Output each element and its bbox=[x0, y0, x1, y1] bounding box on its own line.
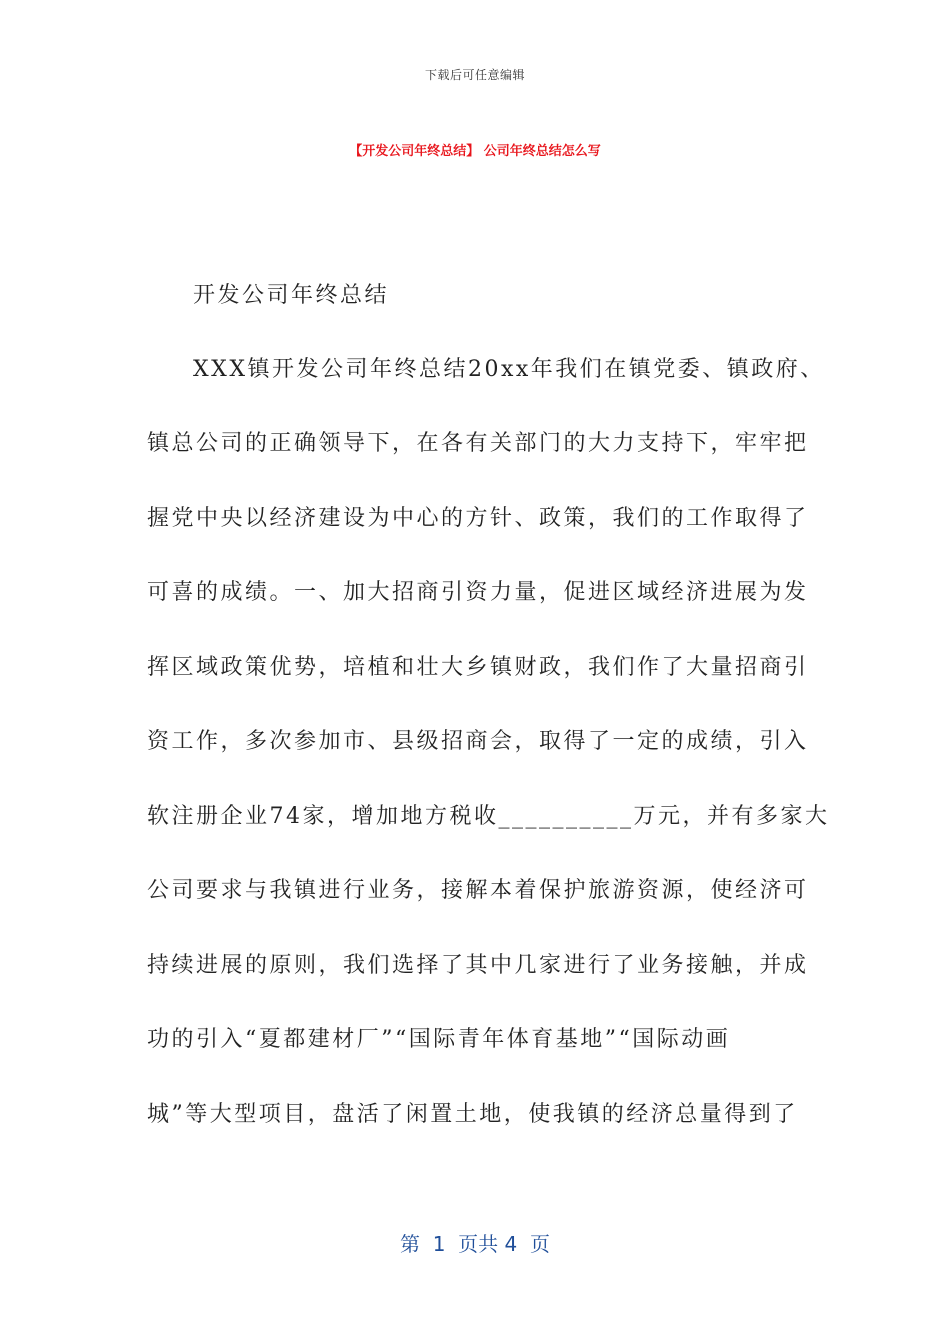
paragraph-line: 握党中央以经济建设为中心的方针、政策，我们的工作取得了 bbox=[147, 506, 809, 531]
section-heading: 开发公司年终总结 bbox=[193, 283, 390, 308]
paragraph-line: 资工作，多次参加市、县级招商会，取得了一定的成绩，引入 bbox=[147, 729, 809, 754]
paragraph-line: 公司要求与我镇进行业务，接解本着保护旅游资源，使经济可 bbox=[147, 878, 809, 903]
paragraph-line: 城”等大型项目，盘活了闲置土地，使我镇的经济总量得到了 bbox=[147, 1102, 798, 1127]
paragraph-line: 软注册企业74家，增加地方税收__________万元，并有多家大 bbox=[147, 804, 830, 829]
paragraph-line: 持续进展的原则，我们选择了其中几家进行了业务接触，并成 bbox=[147, 953, 809, 978]
document-title: 【开发公司年终总结】 公司年终总结怎么写 bbox=[349, 144, 601, 159]
page-number: 第 1 页共 4 页 bbox=[400, 1232, 550, 1256]
paragraph-line: 可喜的成绩。一、加大招商引资力量，促进区域经济进展为发 bbox=[147, 580, 809, 605]
paragraph-line: 挥区域政策优势，培植和壮大乡镇财政，我们作了大量招商引 bbox=[147, 655, 809, 680]
paragraph-line: XXX镇开发公司年终总结20xx年我们在镇党委、镇政府、 bbox=[193, 357, 825, 382]
header-note: 下载后可任意编辑 bbox=[424, 68, 525, 82]
paragraph-line: 镇总公司的正确领导下，在各有关部门的大力支持下，牢牢把 bbox=[147, 431, 809, 456]
paragraph-line: 功的引入“夏都建材厂”“国际青年体育基地”“国际动画 bbox=[147, 1027, 731, 1052]
